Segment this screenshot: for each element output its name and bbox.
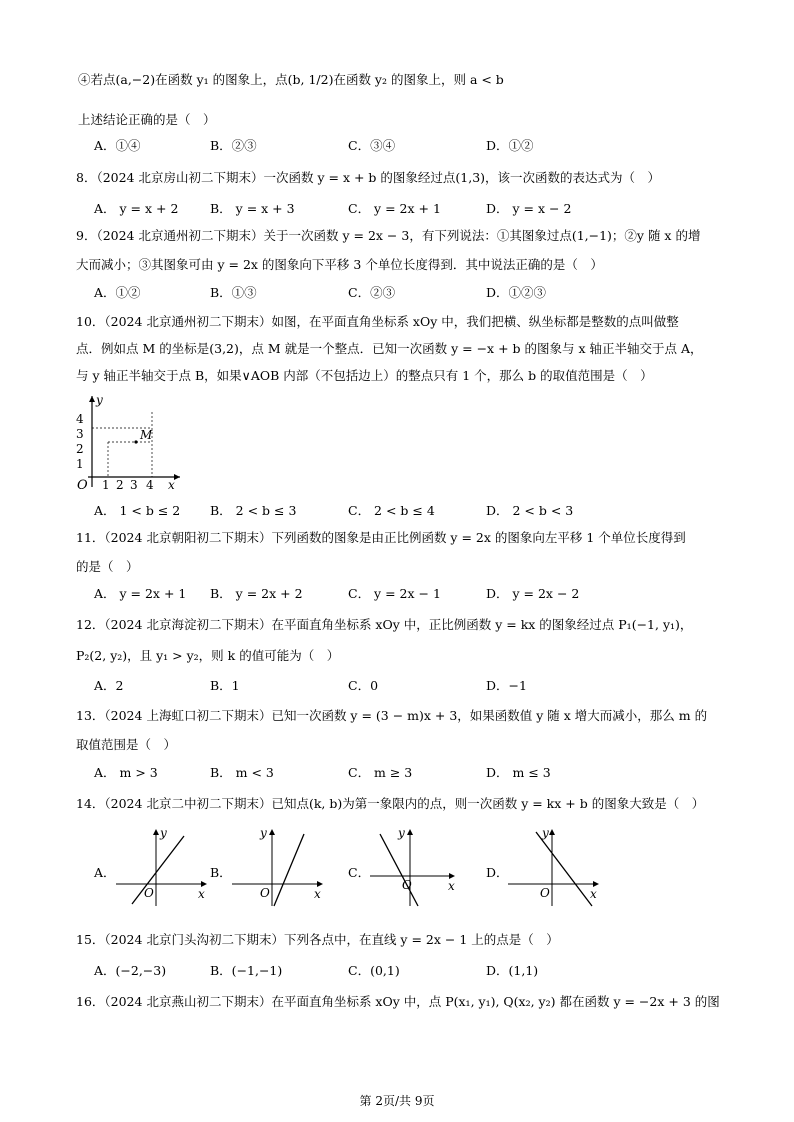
- graph-d-origin: O: [540, 886, 550, 900]
- q7-option-b[interactable]: B．②③: [210, 138, 257, 153]
- q8-stem: 8．（2024 北京房山初二下期末）一次函数 y = x + b 的图象经过点(1,3)，该一次函数的表达式为（ ）: [76, 170, 661, 185]
- y-tick-1: 1: [76, 457, 84, 471]
- q16-stem: 16．（2024 北京燕山初二下期末）在平面直角坐标系 xOy 中，点 P(x₁, y₁), Q(x₂, y₂) 都在函数 y = −2x + 3 的图: [76, 994, 720, 1009]
- q10-option-d[interactable]: D． 2 < b < 3: [486, 503, 574, 518]
- q11-stem-1: 11．（2024 北京朝阳初二下期末）下列函数的图象是由正比例函数 y = 2x 的图象向左平移 1 个单位长度得到: [76, 530, 686, 545]
- q8-option-a[interactable]: A． y = x + 2: [94, 201, 179, 216]
- graph-a-y-label: y: [160, 826, 167, 840]
- q15-option-d[interactable]: D．(1,1): [486, 963, 539, 978]
- graph-b-x-label: x: [314, 887, 321, 901]
- q8-option-d[interactable]: D． y = x − 2: [486, 201, 572, 216]
- x-axis-label: x: [168, 478, 175, 492]
- q13-stem-2: 取值范围是（ ）: [76, 737, 177, 752]
- q12-stem-2: P₂(2, y₂)，且 y₁ > y₂，则 k 的值可能为（ ）: [76, 648, 340, 663]
- q15-option-a[interactable]: A．(−2,−3): [94, 963, 167, 978]
- x-tick-2: 2: [116, 478, 124, 492]
- q12-stem-1: 12．（2024 北京海淀初二下期末）在平面直角坐标系 xOy 中，正比例函数 y = kx 的图象经过点 P₁(−1, y₁)，: [76, 617, 693, 632]
- q15-stem: 15．（2024 北京门头沟初二下期末）下列各点中，在直线 y = 2x − 1 上的点是（ ）: [76, 932, 559, 947]
- q13-option-a[interactable]: A． m > 3: [94, 765, 158, 780]
- q7-statement-4: ④若点(a,−2)在函数 y₁ 的图象上，点(b, 1/2)在函数 y₂ 的图象上，则 a < b: [78, 72, 504, 87]
- x-tick-3: 3: [130, 478, 138, 492]
- graph-c-x-label: x: [448, 879, 455, 893]
- q14-option-a-graph[interactable]: [114, 826, 214, 908]
- q10-option-b[interactable]: B． 2 < b ≤ 3: [210, 503, 297, 518]
- q10-option-c[interactable]: C． 2 < b ≤ 4: [348, 503, 435, 518]
- q14-option-d-graph[interactable]: [506, 826, 606, 908]
- graph-b-line: [274, 834, 304, 906]
- y-tick-2: 2: [76, 442, 84, 456]
- q14-option-b-label[interactable]: B．: [210, 865, 232, 880]
- page-footer: 第 2页/共 9页: [359, 1094, 435, 1108]
- q14-option-b-graph[interactable]: [230, 826, 330, 908]
- q13-option-b[interactable]: B． m < 3: [210, 765, 274, 780]
- q10-coordinate-figure: [70, 392, 185, 492]
- q8-option-c[interactable]: C． y = 2x + 1: [348, 201, 441, 216]
- q12-option-d[interactable]: D．−1: [486, 678, 527, 693]
- y-tick-4: 4: [76, 412, 84, 426]
- q12-option-a[interactable]: A．2: [94, 678, 124, 693]
- q9-option-c[interactable]: C．②③: [348, 285, 396, 300]
- graph-a-origin: O: [144, 886, 154, 900]
- q12-option-b[interactable]: B．1: [210, 678, 240, 693]
- q15-option-c[interactable]: C．(0,1): [348, 963, 400, 978]
- q7-option-d[interactable]: D．①②: [486, 138, 534, 153]
- q10-stem-2: 点．例如点 M 的坐标是(3,2)，点 M 就是一个整点．已知一次函数 y = −x + b 的图象与 x 轴正半轴交于点 A，: [76, 341, 703, 356]
- q7-option-c[interactable]: C．③④: [348, 138, 396, 153]
- y-tick-3: 3: [76, 427, 84, 441]
- graph-c-line: [380, 834, 418, 906]
- graph-a-x-label: x: [198, 887, 205, 901]
- graph-d-y-label: y: [542, 826, 549, 840]
- q14-option-d-label[interactable]: D．: [486, 865, 509, 880]
- q9-option-d[interactable]: D．①②③: [486, 285, 547, 300]
- graph-c-origin: O: [402, 878, 412, 892]
- q13-option-d[interactable]: D． m ≤ 3: [486, 765, 551, 780]
- point-m-label: M: [140, 428, 153, 442]
- q8-option-b[interactable]: B． y = x + 3: [210, 201, 295, 216]
- q13-option-c[interactable]: C． m ≥ 3: [348, 765, 413, 780]
- q7-stem-end: 上述结论正确的是（ ）: [78, 112, 216, 127]
- origin-label: O: [77, 478, 88, 492]
- q9-stem-1: 9．（2024 北京通州初二下期末）关于一次函数 y = 2x − 3，有下列说法：①其图象过点(1,−1)；②y 随 x 的增: [76, 228, 701, 243]
- q10-stem-1: 10．（2024 北京通州初二下期末）如图，在平面直角坐标系 xOy 中，我们把横、纵坐标都是整数的点叫做整: [76, 314, 679, 329]
- q11-option-b[interactable]: B． y = 2x + 2: [210, 586, 303, 601]
- q11-stem-2: 的是（ ）: [76, 559, 139, 574]
- q14-option-c-graph[interactable]: [368, 826, 468, 908]
- q7-option-a[interactable]: A．①④: [94, 138, 141, 153]
- q15-option-b[interactable]: B．(−1,−1): [210, 963, 283, 978]
- graph-b-y-label: y: [260, 826, 267, 840]
- q14-option-c-label[interactable]: C．: [348, 865, 371, 880]
- q14-stem: 14．（2024 北京二中初二下期末）已知点(k, b)为第一象限内的点，则一次函数 y = kx + b 的图象大致是（ ）: [76, 796, 705, 811]
- q9-option-a[interactable]: A．①②: [94, 285, 141, 300]
- q10-stem-3: 与 y 轴正半轴交于点 B，如果∨AOB 内部（不包括边上）的整点只有 1 个，那么 b 的取值范围是（ ）: [76, 368, 653, 383]
- graph-a-line: [132, 836, 184, 904]
- graph-d-x-label: x: [590, 887, 597, 901]
- q9-option-b[interactable]: B．①③: [210, 285, 257, 300]
- x-tick-4: 4: [146, 478, 154, 492]
- point-m: [134, 440, 137, 443]
- q11-option-d[interactable]: D． y = 2x − 2: [486, 586, 580, 601]
- y-axis-label: y: [96, 393, 103, 407]
- q14-option-a-label[interactable]: A．: [94, 865, 116, 880]
- graph-c-y-label: y: [398, 826, 405, 840]
- q10-option-a[interactable]: A． 1 < b ≤ 2: [94, 503, 181, 518]
- q9-stem-2: 大而减小；③其图象可由 y = 2x 的图象向下平移 3 个单位长度得到．其中说法正确的是（ ）: [76, 257, 603, 272]
- q13-stem-1: 13．（2024 上海虹口初二下期末）已知一次函数 y = (3 − m)x + 3，如果函数值 y 随 x 增大而减小，那么 m 的: [76, 708, 708, 723]
- q11-option-c[interactable]: C． y = 2x − 1: [348, 586, 441, 601]
- x-tick-1: 1: [102, 478, 110, 492]
- graph-b-origin: O: [260, 886, 270, 900]
- q11-option-a[interactable]: A． y = 2x + 1: [94, 586, 187, 601]
- q12-option-c[interactable]: C．0: [348, 678, 379, 693]
